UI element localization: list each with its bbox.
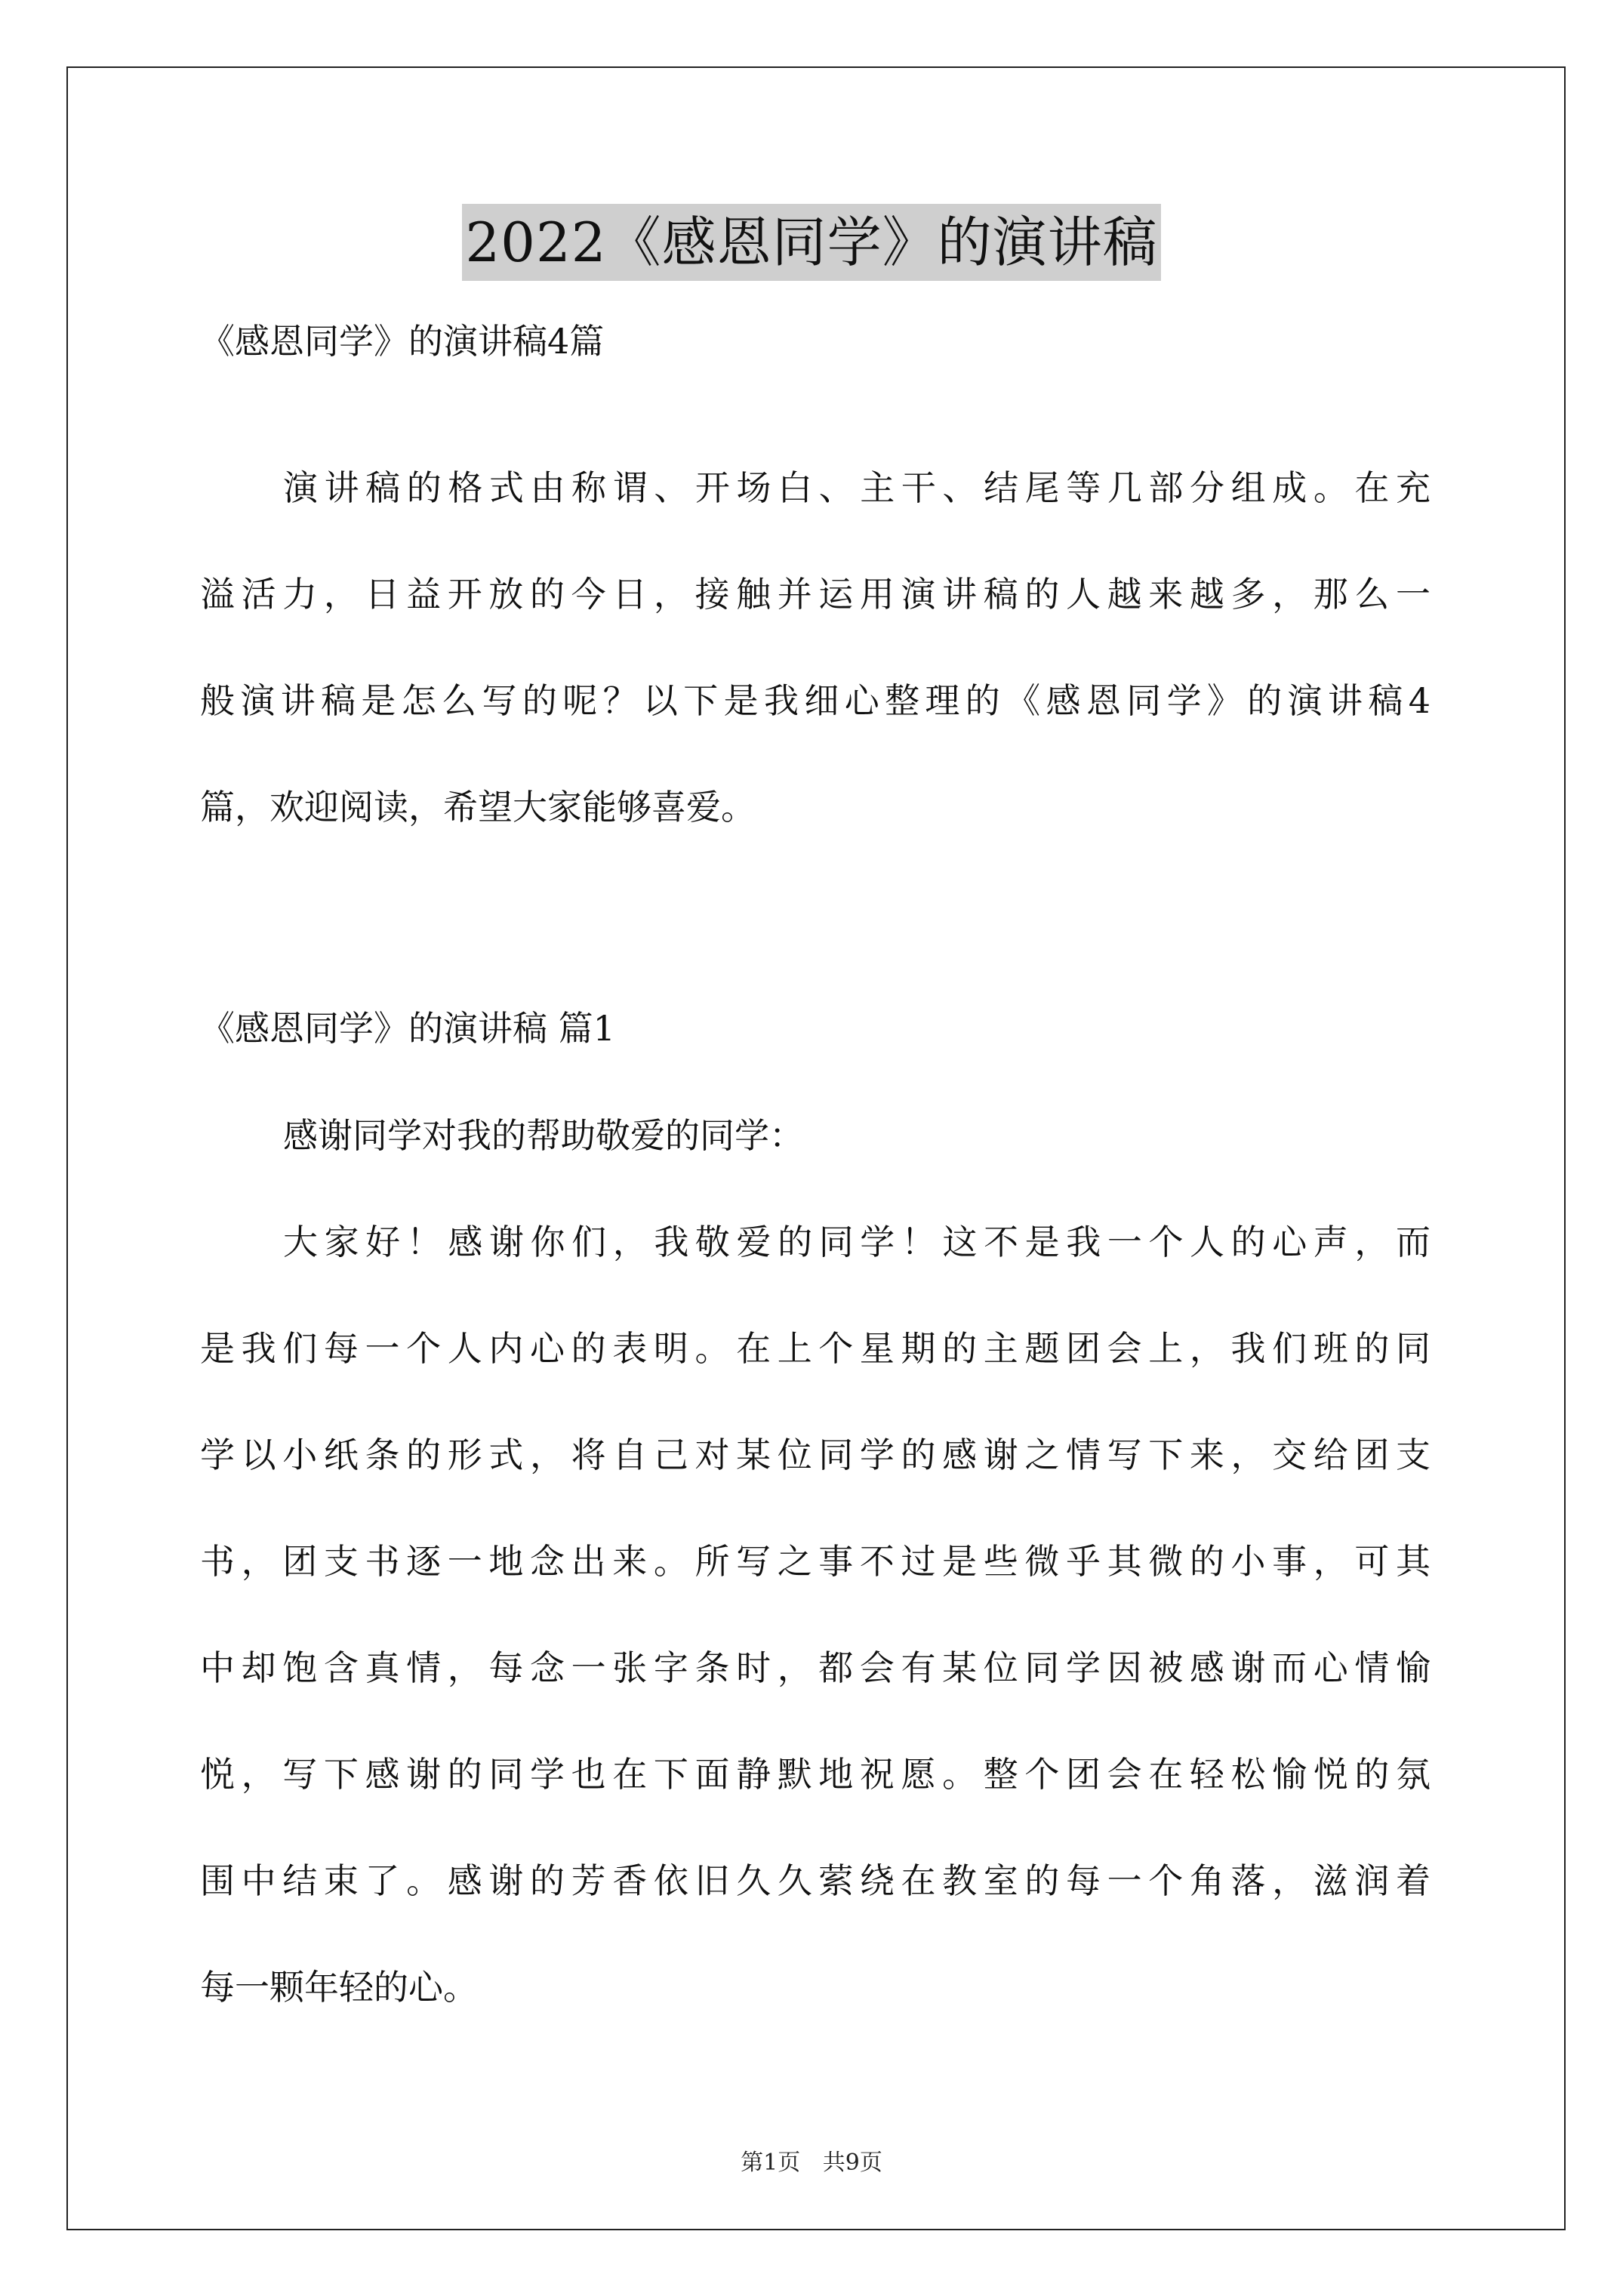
document-subtitle: 《感恩同学》的演讲稿4篇: [200, 321, 605, 362]
section-heading: 《感恩同学》的演讲稿 篇1: [200, 1008, 615, 1049]
greeting-line: 感谢同学对我的帮助敬爱的同学：: [283, 1115, 804, 1156]
page-number: 第1页: [741, 2150, 801, 2176]
title-container: [0, 204, 1623, 281]
body-line: 大家好！感谢你们，我敬爱的同学！这不是我一个人的心声，而: [283, 1222, 1431, 1262]
intro-line: 溢活力，日益开放的今日，接触并运用演讲稿的人越来越多，那么一: [200, 574, 1431, 615]
body-line: 书，团支书逐一地念出来。所写之事不过是些微乎其微的小事，可其: [200, 1541, 1431, 1582]
body-line: 是我们每一个人内心的表明。在上个星期的主题团会上，我们班的同: [200, 1328, 1431, 1369]
body-line: 学以小纸条的形式，将自己对某位同学的感谢之情写下来，交给团支: [200, 1435, 1431, 1475]
page-total: 共9页: [822, 2150, 882, 2176]
intro-line: 般演讲稿是怎么写的呢？以下是我细心整理的《感恩同学》的演讲稿4: [200, 680, 1431, 721]
body-line: 每一颗年轻的心。: [200, 1967, 478, 2008]
page-footer: [0, 2148, 1623, 2178]
intro-line: 篇，欢迎阅读，希望大家能够喜爱。: [200, 787, 756, 827]
body-line: 悦，写下感谢的同学也在下面静默地祝愿。整个团会在轻松愉悦的氛: [200, 1754, 1431, 1795]
body-line: 中却饱含真情，每念一张字条时，都会有某位同学因被感谢而心情愉: [200, 1647, 1431, 1688]
body-line: 围中结束了。感谢的芳香依旧久久萦绕在教室的每一个角落，滋润着: [200, 1860, 1431, 1901]
document-title: 2022《感恩同学》的演讲稿: [462, 204, 1160, 281]
intro-line: 演讲稿的格式由称谓、开场白、主干、结尾等几部分组成。在充: [283, 467, 1431, 508]
